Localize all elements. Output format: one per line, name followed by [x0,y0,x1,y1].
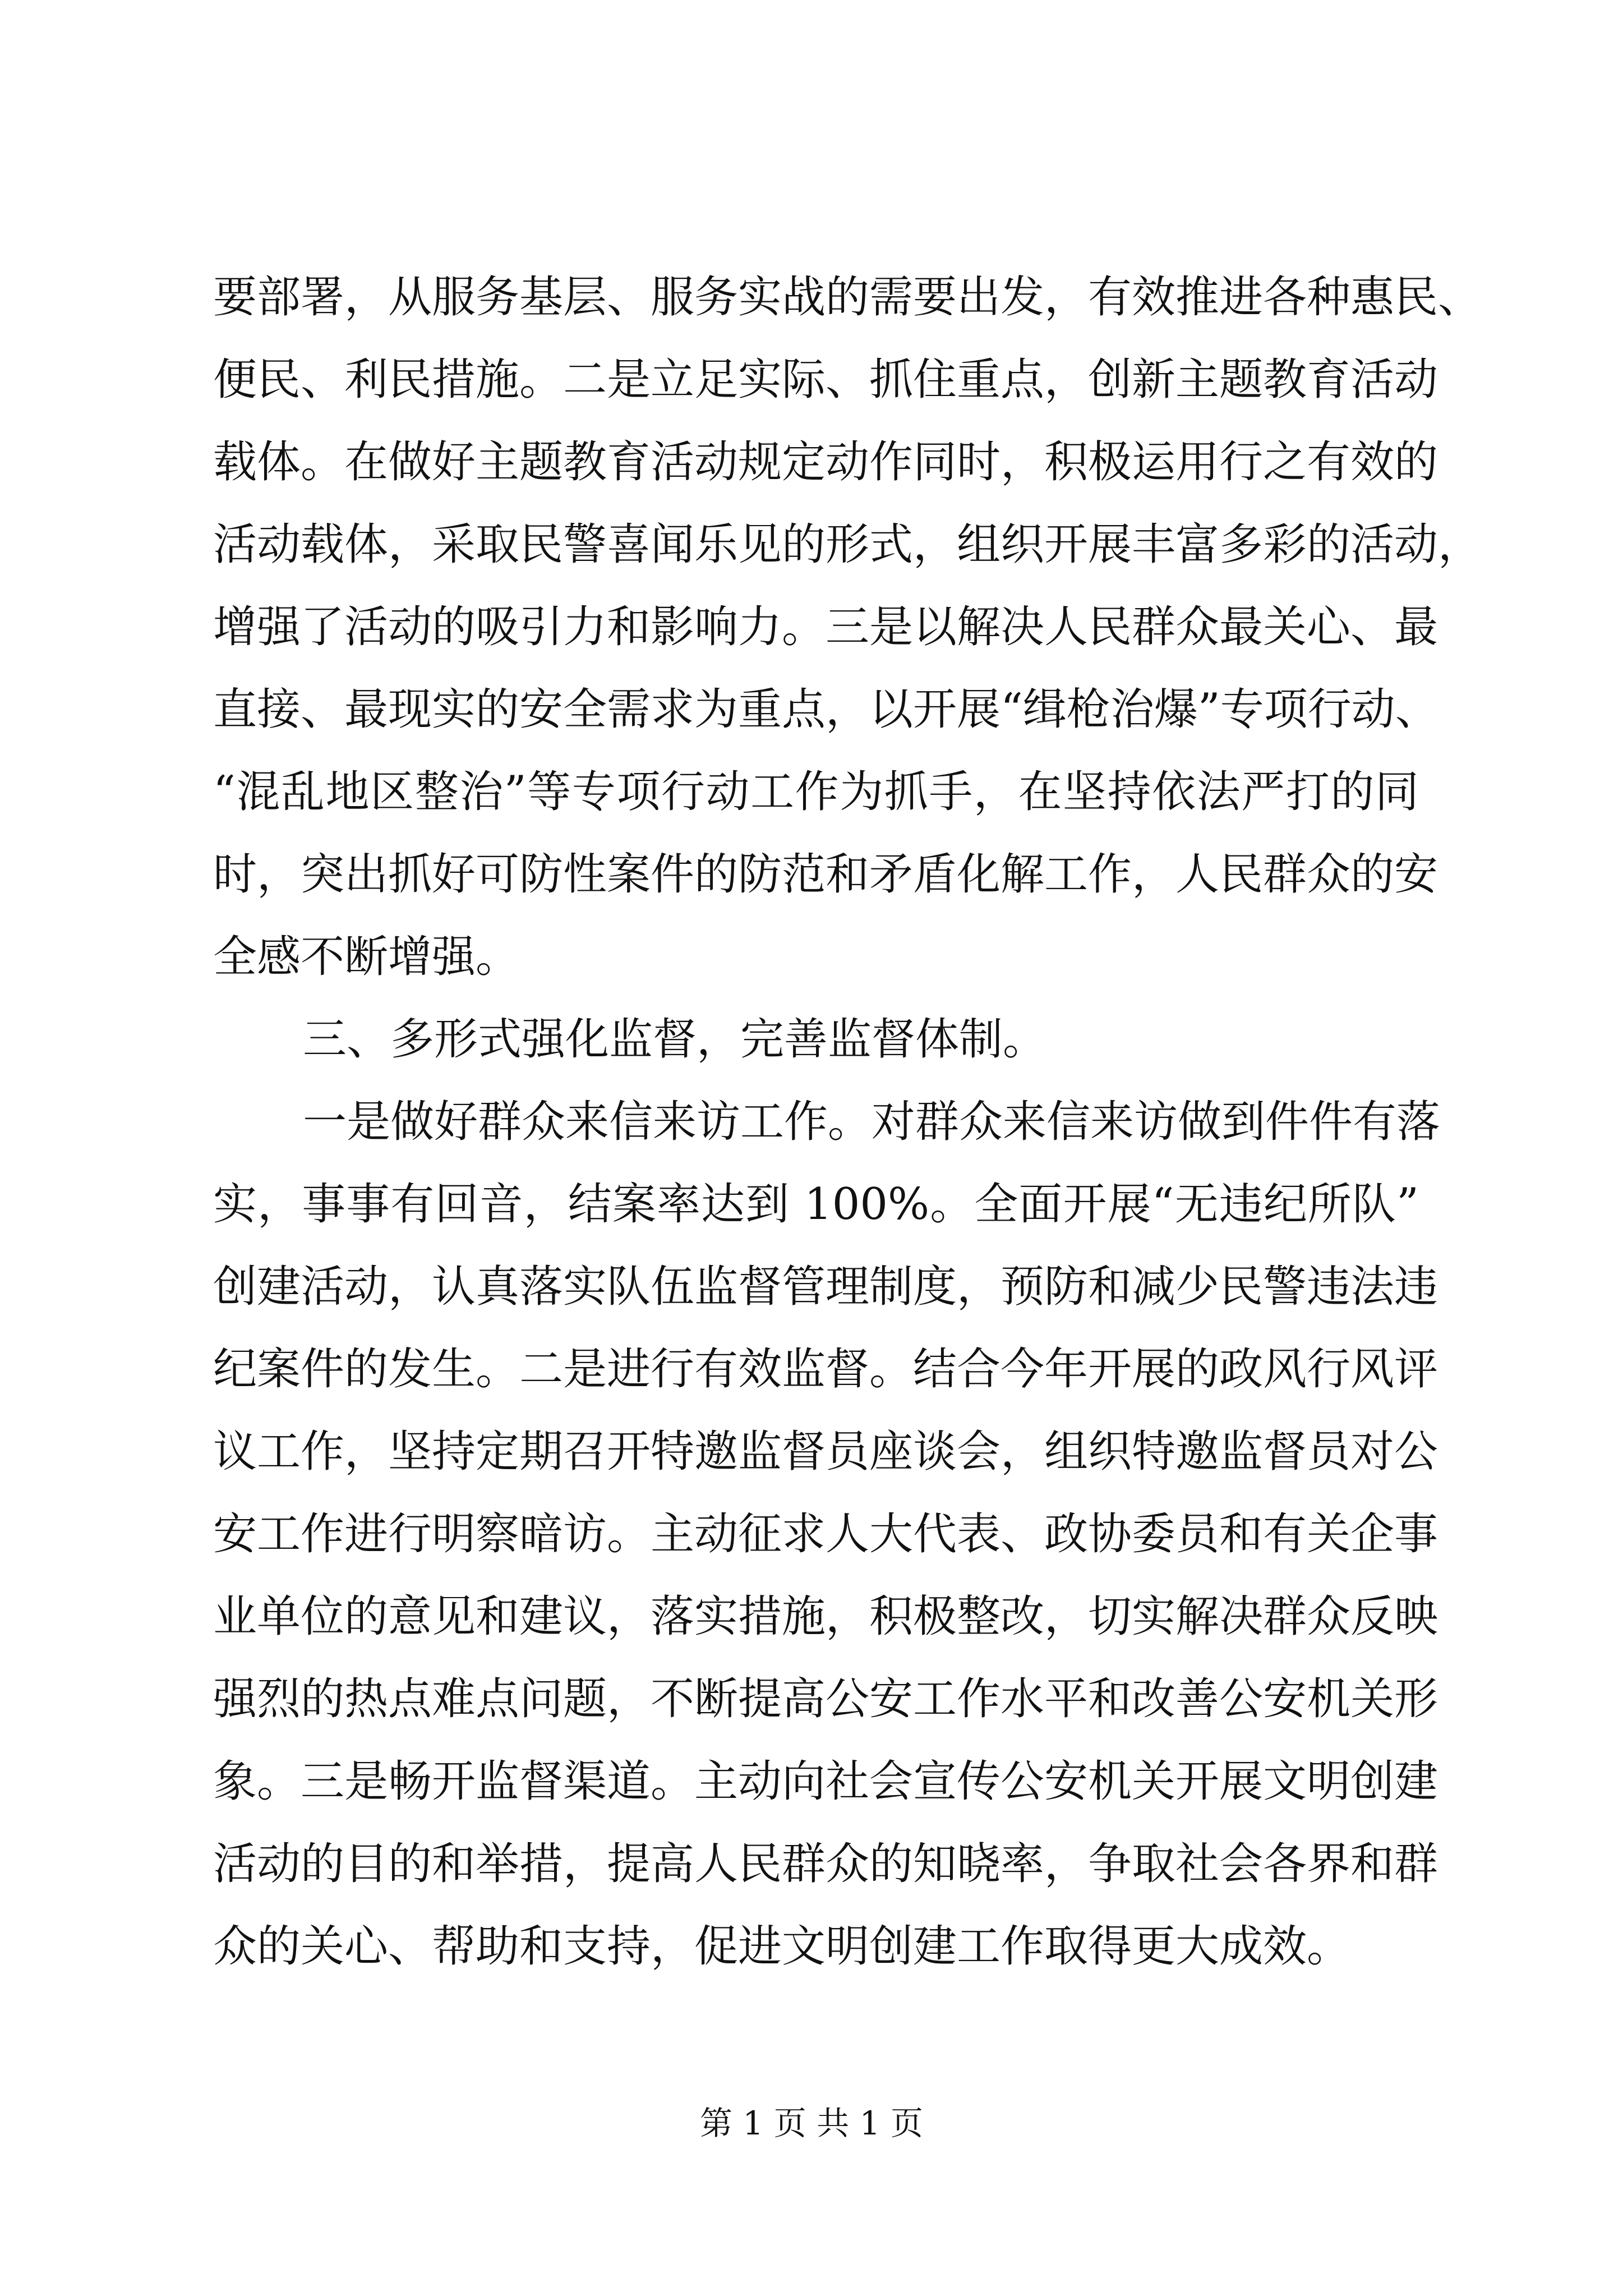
page-number-footer: 第 1 页 共 1 页 [700,2104,923,2142]
text-line: 议工作，坚持定期召开特邀监督员座谈会，组织特邀监督员对公 [213,1427,1438,1477]
text-line: 便民、利民措施。二是立足实际、抓住重点，创新主题教育活动 [213,355,1438,405]
text-line: 众的关心、帮助和支持，促进文明创建工作取得更大成效。 [213,1921,1351,1972]
text-line: 要部署，从服务基层、服务实战的需要出发，有效推进各种惠民、 [213,272,1482,323]
text-line: 一是做好群众来信来访工作。对群众来信来访做到件件有落 [303,1097,1441,1147]
text-line: 创建活动，认真落实队伍监督管理制度，预防和减少民警违法违 [213,1262,1438,1312]
text-line: 实，事事有回音，结案率达到 100%。全面开展“无违纪所队” [213,1179,1419,1230]
text-line: 业单位的意见和建议，落实措施，积极整改，切实解决群众反映 [213,1591,1438,1642]
text-line: 活动的目的和举措，提高人民群众的知晓率，争取社会各界和群 [213,1839,1438,1889]
section-heading: 三、多形式强化监督，完善监督体制。 [303,1014,1047,1065]
text-line: 纪案件的发生。二是进行有效监督。结合今年开展的政风行风评 [213,1344,1438,1395]
text-line: 直接、最现实的安全需求为重点，以开展“缉枪治爆”专项行动、 [213,684,1439,735]
text-line: “混乱地区整治”等专项行动工作为抓手，在坚持依法严打的同 [213,767,1419,817]
text-line: 全感不断增强。 [213,932,520,982]
text-line: 象。三是畅开监督渠道。主动向社会宣传公安机关开展文明创建 [213,1756,1438,1807]
text-line: 时，突出抓好可防性案件的防范和矛盾化解工作，人民群众的安 [213,849,1438,900]
text-line: 载体。在做好主题教育活动规定动作同时，积极运用行之有效的 [213,437,1438,487]
text-line: 活动载体，采取民警喜闻乐见的形式，组织开展丰富多彩的活动， [213,519,1482,570]
text-line: 增强了活动的吸引力和影响力。三是以解决人民群众最关心、最 [213,602,1438,652]
text-line: 安工作进行明察暗访。主动征求人大代表、政协委员和有关企事 [213,1509,1438,1559]
text-line: 强烈的热点难点问题，不断提高公安工作水平和改善公安机关形 [213,1674,1438,1724]
